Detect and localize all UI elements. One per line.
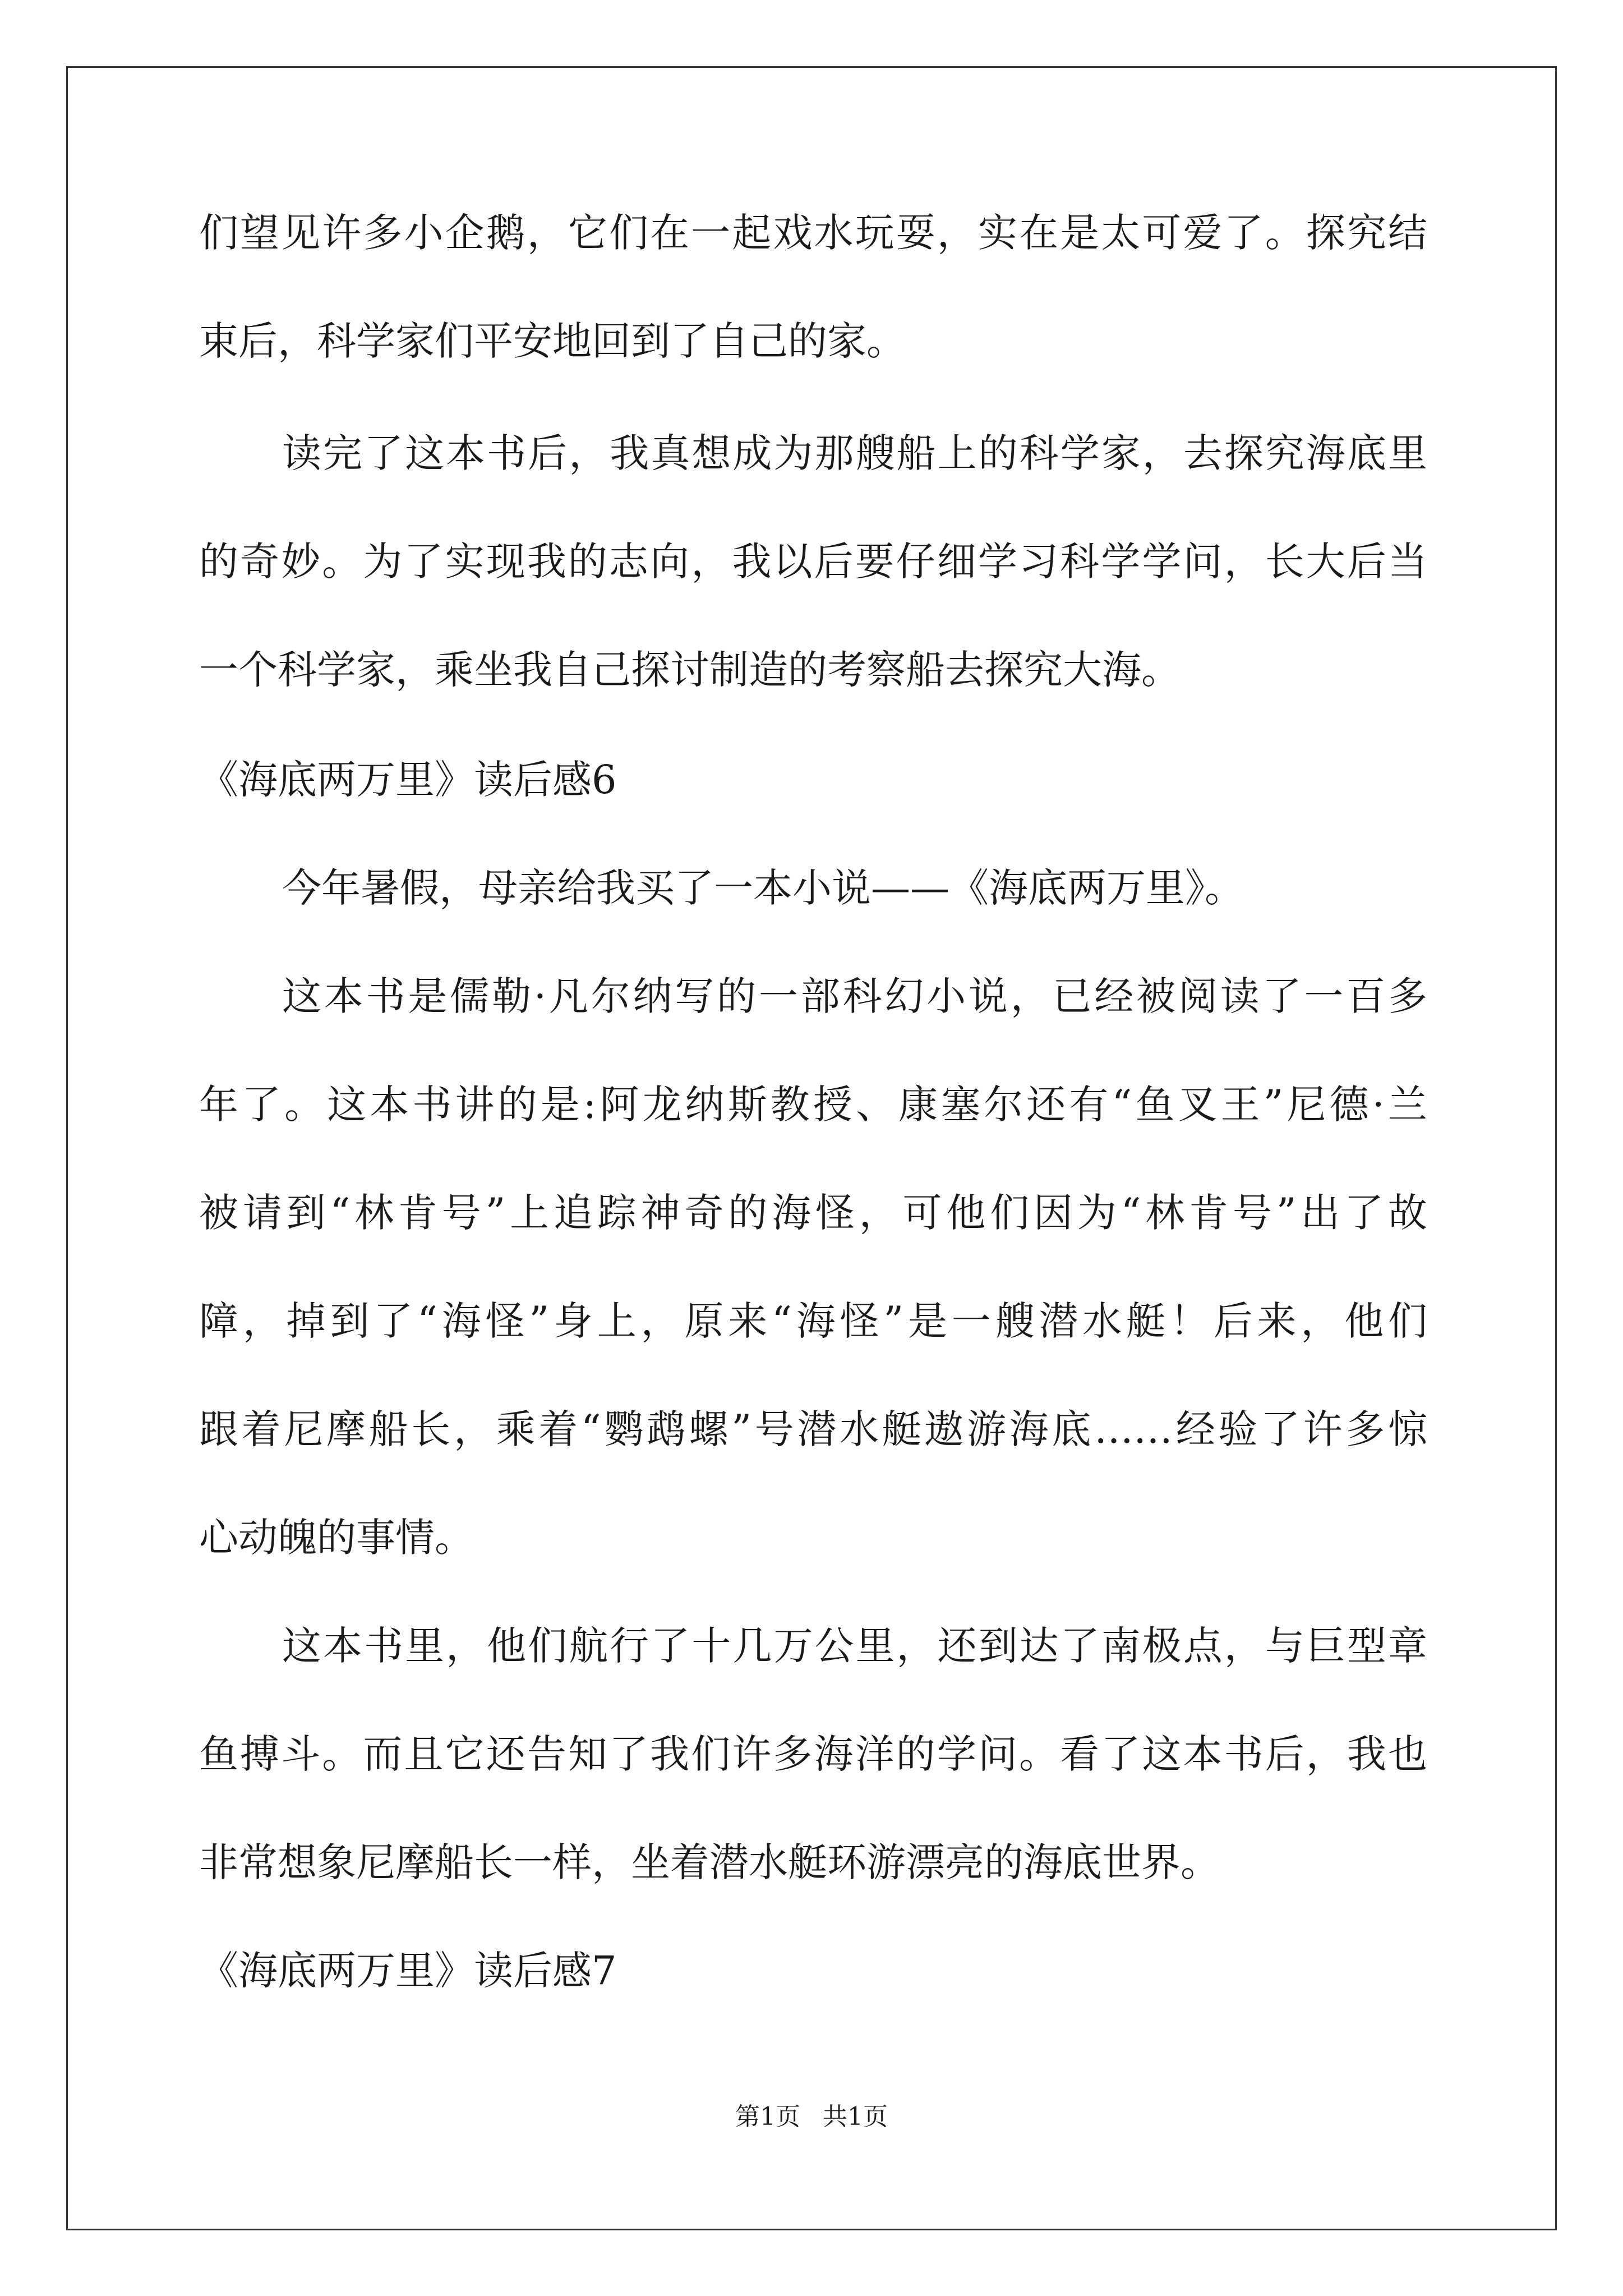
text-line: 今年暑假，母亲给我买了一本小说——《海底两万里》。 — [282, 865, 1244, 911]
text-line: 一个科学家，乘坐我自己探讨制造的考察船去探究大海。 — [199, 647, 1181, 693]
text-line: 读完了这本书后，我真想成为那艘船上的科学家，去探究海底里 — [282, 430, 1427, 476]
page-footer — [0, 2100, 1623, 2134]
text-line: 束后，科学家们平安地回到了自己的家。 — [199, 318, 906, 364]
page-border — [66, 66, 1557, 2230]
page-number-current: 第1页 — [735, 2102, 800, 2131]
text-line: 这本书里，他们航行了十几万公里，还到达了南极点，与巨型章 — [282, 1623, 1427, 1669]
text-line: 跟着尼摩船长，乘着“鹦鹉螺”号潜水艇遨游海底……经验了许多惊 — [199, 1406, 1427, 1452]
page-number-total: 共1页 — [823, 2102, 888, 2131]
section-heading: 《海底两万里》读后感6 — [199, 757, 617, 803]
text-line: 年了。这本书讲的是:阿龙纳斯教授、康塞尔还有“鱼叉王”尼德·兰 — [199, 1082, 1427, 1128]
text-line: 非常想象尼摩船长一样，坐着潜水艇环游漂亮的海底世界。 — [199, 1839, 1220, 1885]
text-line: 被请到“林肯号”上追踪神奇的海怪，可他们因为“林肯号”出了故 — [199, 1190, 1427, 1236]
text-line: 鱼搏斗。而且它还告知了我们许多海洋的学问。看了这本书后，我也 — [199, 1731, 1427, 1777]
text-line: 的奇妙。为了实现我的志向，我以后要仔细学习科学学问，长大后当 — [199, 539, 1427, 585]
text-line: 障，掉到了“海怪”身上，原来“海怪”是一艘潜水艇！后来，他们 — [199, 1298, 1427, 1344]
section-heading: 《海底两万里》读后感7 — [199, 1948, 617, 1994]
text-line: 们望见许多小企鹅，它们在一起戏水玩耍，实在是太可爱了。探究结 — [199, 210, 1427, 256]
text-line: 这本书是儒勒·凡尔纳写的一部科幻小说，已经被阅读了一百多 — [282, 973, 1427, 1019]
text-line: 心动魄的事情。 — [199, 1515, 474, 1561]
